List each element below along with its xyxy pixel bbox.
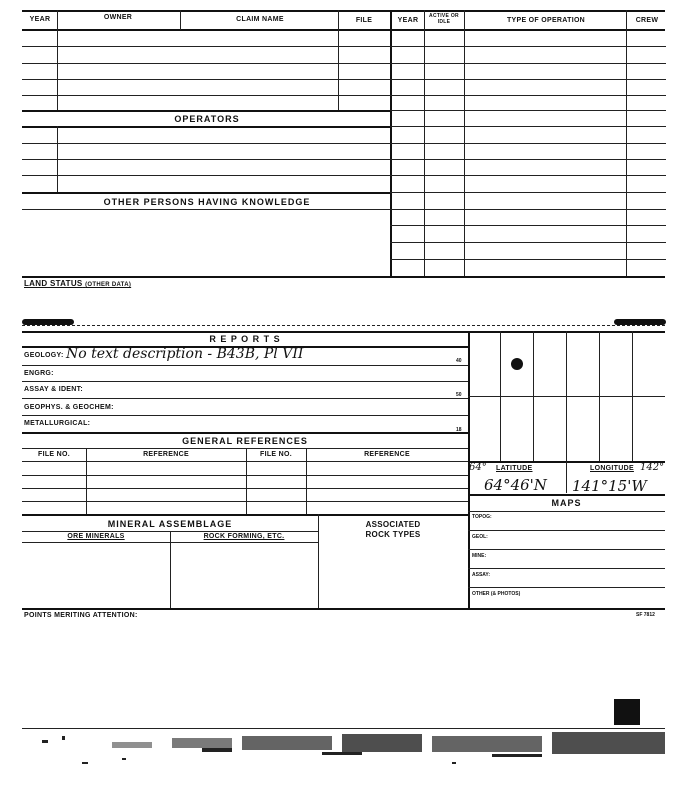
report-geology-label: GEOLOGY: (24, 352, 64, 359)
header-active-idle: ACTIVE OR IDLE (429, 13, 459, 25)
header-file: FILE (355, 17, 373, 24)
report-metallurgical-label: METALLURGICAL: (24, 420, 91, 427)
rock-forming-label: ROCK FORMING, ETC. (203, 533, 285, 540)
other-persons-heading: OTHER PERSONS HAVING KNOWLEDGE (103, 197, 311, 207)
land-status-label (24, 279, 131, 288)
maps-topog: TOPOG: (472, 514, 492, 520)
genref-file-no-2: FILE NO. (260, 451, 292, 458)
points-meriting-attention: POINTS MERITING ATTENTION: (24, 612, 138, 619)
land-status-title: LAND STATUS (24, 279, 83, 288)
scan-noise-band (22, 728, 665, 768)
maps-mine: MINE: (472, 553, 487, 559)
operators-heading: OPERATORS (174, 114, 240, 124)
location-marker (511, 358, 523, 370)
lat-prefix: 64° (469, 462, 487, 473)
scan-artifact-block (614, 699, 640, 725)
header-crew: CREW (635, 17, 659, 24)
report-assay-num: 50 (456, 392, 462, 398)
form-number: SF 7812 (636, 612, 655, 618)
longitude-value: 141°15'W (572, 477, 647, 495)
report-assay-label: ASSAY & IDENT: (24, 386, 84, 393)
report-geophys-label: GEOPHYS. & GEOCHEM: (24, 404, 114, 411)
genref-reference-2: REFERENCE (364, 451, 410, 458)
report-geology-num: 40 (456, 358, 462, 364)
maps-assay: ASSAY: (472, 572, 491, 578)
header-claim-name: CLAIM NAME (236, 16, 284, 23)
header-type-of-operation: TYPE OF OPERATION (506, 17, 586, 24)
report-geology-value: No text description - B43B, Pl VII (66, 346, 304, 362)
header-year-2: YEAR (397, 17, 419, 24)
reports-heading: R E P O R T S (209, 334, 281, 344)
maps-heading: MAPS (551, 498, 582, 508)
longitude-label: LONGITUDE (590, 465, 634, 472)
genref-reference-1: REFERENCE (143, 451, 189, 458)
header-owner: OWNER (103, 14, 133, 21)
genref-file-no-1: FILE NO. (38, 451, 70, 458)
ore-minerals-label: ORE MINERALS (67, 533, 125, 540)
mineral-assemblage-heading: MINERAL ASSEMBLAGE (107, 519, 233, 529)
latitude-value: 64°46'N (484, 476, 547, 494)
land-status-sublabel: (OTHER DATA) (85, 282, 132, 288)
maps-geol: GEOL: (472, 534, 488, 540)
lon-prefix: 142° (640, 462, 665, 473)
maps-other: OTHER (& PHOTOS) (472, 591, 521, 597)
header-year: YEAR (29, 16, 51, 23)
report-engrg-label: ENGRG: (24, 370, 54, 377)
associated-rock-types: ASSOCIATED ROCK TYPES (365, 520, 421, 539)
general-references-heading: GENERAL REFERENCES (182, 436, 308, 446)
latitude-label: LATITUDE (496, 465, 533, 472)
report-metallurgical-num: 18 (456, 427, 462, 433)
